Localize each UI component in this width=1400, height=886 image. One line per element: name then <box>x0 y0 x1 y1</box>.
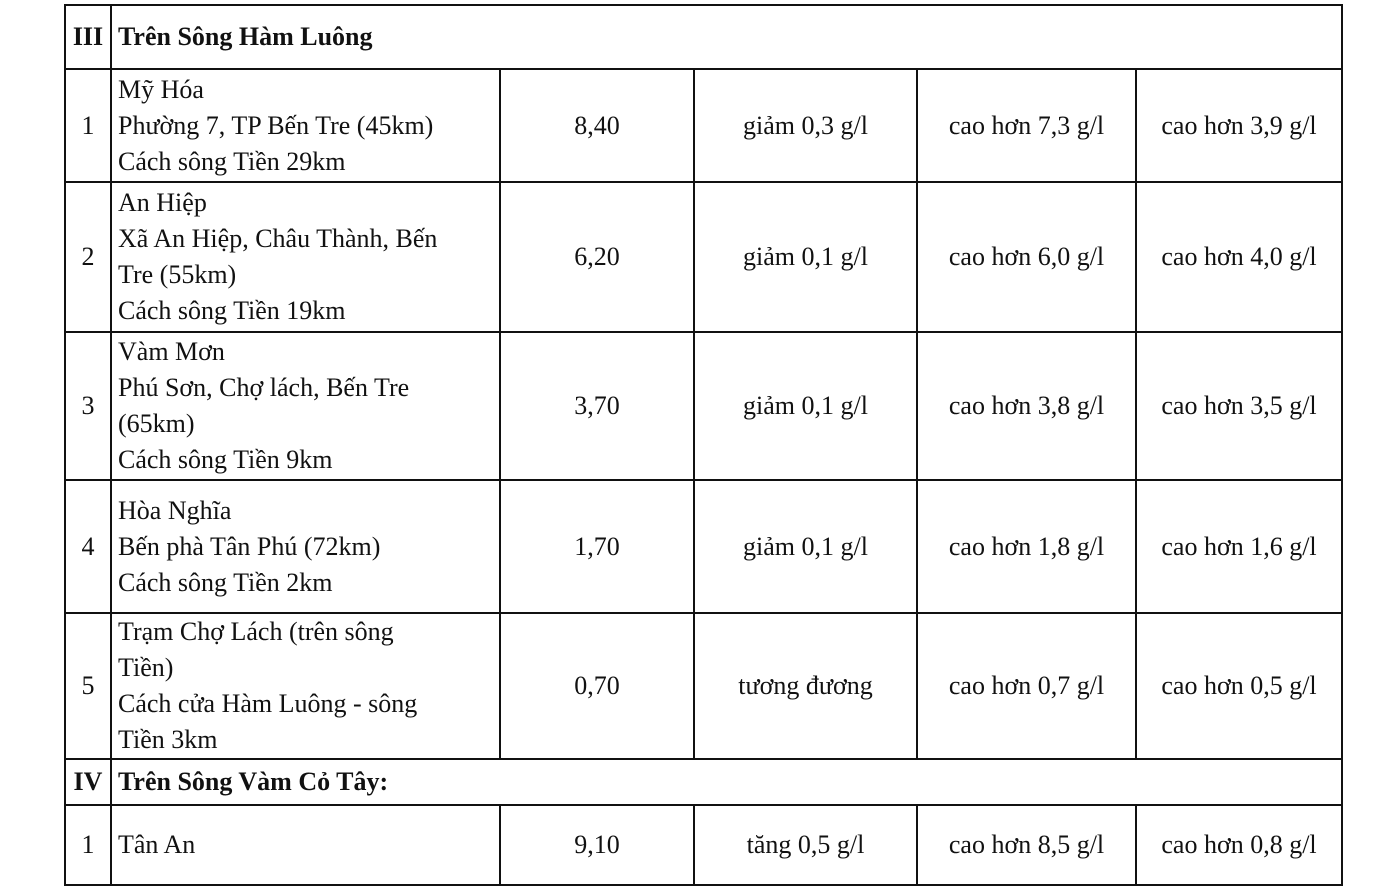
location-line: Tân An <box>118 830 196 859</box>
location-line: Cách sông Tiền 2km <box>118 567 333 597</box>
row-number: 4 <box>65 480 111 613</box>
location-line: Mỹ Hóa <box>118 74 204 104</box>
location-line: Cách cửa Hàm Luông - sông <box>118 689 418 718</box>
compare-cell-1: cao hơn 6,0 g/l <box>917 182 1136 332</box>
compare-cell-1: cao hơn 8,5 g/l <box>917 805 1136 885</box>
compare-cell-1: cao hơn 0,7 g/l <box>917 613 1136 759</box>
location-line: Trạm Chợ Lách (trên sông <box>118 617 394 646</box>
section-number: III <box>65 5 111 69</box>
location-cell <box>111 69 500 182</box>
salinity-value: 3,70 <box>500 332 694 480</box>
section-header-row <box>65 759 1342 805</box>
compare-cell-2: cao hơn 4,0 g/l <box>1136 182 1342 332</box>
salinity-value: 8,40 <box>500 69 694 182</box>
row-number: 2 <box>65 182 111 332</box>
location-cell <box>111 182 500 332</box>
compare-cell-2: cao hơn 3,9 g/l <box>1136 69 1342 182</box>
location-line: Xã An Hiệp, Châu Thành, Bến <box>118 224 438 253</box>
table-row <box>65 613 1342 759</box>
location-line: Tre (55km) <box>118 260 237 289</box>
compare-cell-1: cao hơn 1,8 g/l <box>917 480 1136 613</box>
change-cell: tương đương <box>694 613 917 759</box>
location-line: Cách sông Tiền 19km <box>118 296 346 325</box>
row-number: 1 <box>65 805 111 885</box>
row-number: 1 <box>65 69 111 182</box>
compare-cell-1: cao hơn 7,3 g/l <box>917 69 1136 182</box>
table-row <box>65 805 1342 885</box>
change-cell: giảm 0,1 g/l <box>694 332 917 480</box>
change-cell: giảm 0,1 g/l <box>694 480 917 613</box>
section-title: Trên Sông Vàm Cỏ Tây: <box>111 759 1342 805</box>
location-cell <box>111 805 500 885</box>
location-line: (65km) <box>118 409 195 438</box>
section-header-row <box>65 5 1342 69</box>
location-line: Bến phà Tân Phú (72km) <box>118 531 381 561</box>
compare-cell-2: cao hơn 1,6 g/l <box>1136 480 1342 613</box>
location-line: Vàm Mơn <box>118 337 225 366</box>
salinity-value: 1,70 <box>500 480 694 613</box>
location-line: Cách sông Tiền 29km <box>118 146 346 176</box>
compare-cell-2: cao hơn 0,5 g/l <box>1136 613 1342 759</box>
compare-cell-2: cao hơn 0,8 g/l <box>1136 805 1342 885</box>
compare-cell-2: cao hơn 3,5 g/l <box>1136 332 1342 480</box>
section-title: Trên Sông Hàm Luông <box>111 5 1342 69</box>
location-cell <box>111 332 500 480</box>
change-cell: giảm 0,3 g/l <box>694 69 917 182</box>
table-row <box>65 480 1342 613</box>
location-cell <box>111 480 500 613</box>
location-line: Hòa Nghĩa <box>118 495 232 525</box>
salinity-value: 0,70 <box>500 613 694 759</box>
change-cell: giảm 0,1 g/l <box>694 182 917 332</box>
salinity-value: 6,20 <box>500 182 694 332</box>
table-row <box>65 69 1342 182</box>
row-number: 5 <box>65 613 111 759</box>
row-number: 3 <box>65 332 111 480</box>
location-line: An Hiệp <box>118 188 207 217</box>
location-line: Tiền 3km <box>118 725 218 754</box>
table-row <box>65 332 1342 480</box>
salinity-table <box>64 4 1343 886</box>
table-row <box>65 182 1342 332</box>
salinity-value: 9,10 <box>500 805 694 885</box>
section-number: IV <box>65 759 111 805</box>
location-cell <box>111 613 500 759</box>
location-line: Phú Sơn, Chợ lách, Bến Tre <box>118 373 410 402</box>
location-line: Tiền) <box>118 653 174 682</box>
location-line: Cách sông Tiền 9km <box>118 445 333 474</box>
compare-cell-1: cao hơn 3,8 g/l <box>917 332 1136 480</box>
location-line: Phường 7, TP Bến Tre (45km) <box>118 110 434 140</box>
change-cell: tăng 0,5 g/l <box>694 805 917 885</box>
